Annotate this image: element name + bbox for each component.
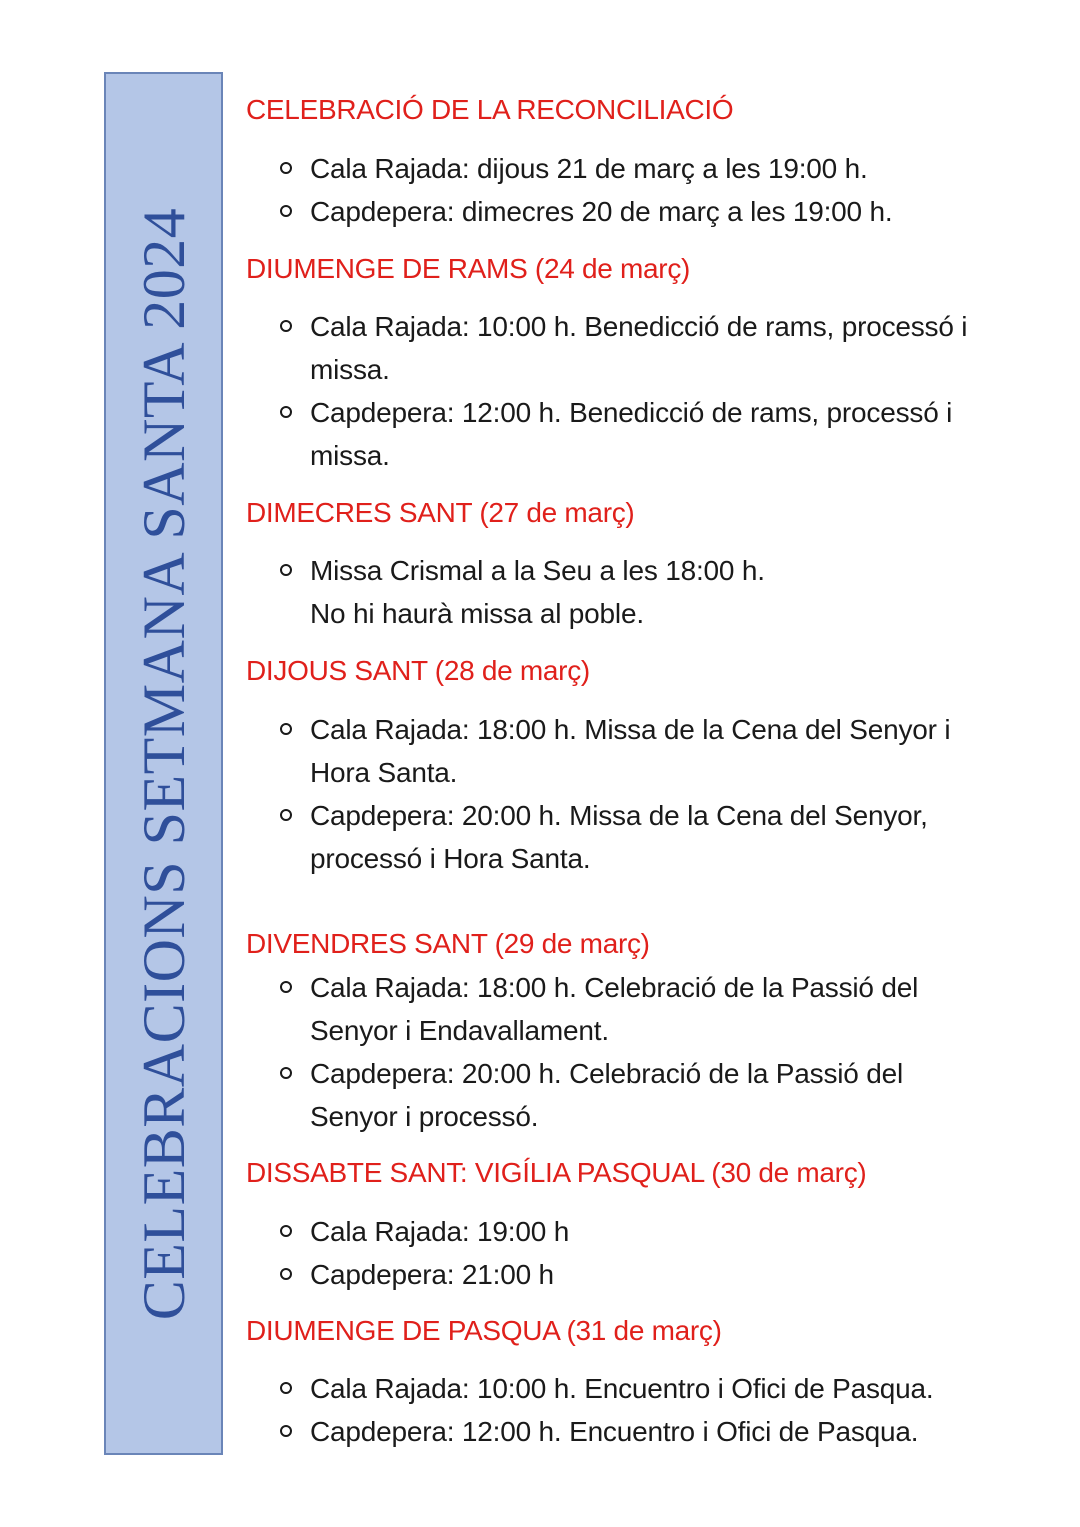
list-item xyxy=(276,549,1016,635)
list-item-text: Capdepera: dimecres 20 de març a les 19:00 h. xyxy=(310,196,893,227)
list-item xyxy=(276,1253,1016,1296)
list-item xyxy=(276,1410,1016,1453)
list-item xyxy=(276,794,1016,880)
list-item-text: Capdepera: 20:00 h. Missa de la Cena del Senyor, processó i Hora Santa. xyxy=(310,800,928,874)
banner-title: CELEBRACIONS SETMANA SANTA 2024 xyxy=(130,207,197,1320)
circle-bullet-icon xyxy=(280,564,292,576)
section-heading: DIMECRES SANT (27 de març) xyxy=(246,497,635,528)
list-item-text: Cala Rajada: dijous 21 de març a les 19:00 h. xyxy=(310,153,868,184)
circle-bullet-icon xyxy=(280,1067,292,1079)
list-item xyxy=(276,966,1016,1052)
list-item xyxy=(276,1367,1016,1410)
circle-bullet-icon xyxy=(280,320,292,332)
circle-bullet-icon xyxy=(280,162,292,174)
list-item-text: Cala Rajada: 10:00 h. Encuentro i Ofici de Pasqua. xyxy=(310,1373,934,1404)
circle-bullet-icon xyxy=(280,205,292,217)
list-item-text: Missa Crismal a la Seu a les 18:00 h. No hi haurà missa al poble. xyxy=(310,555,765,629)
section-heading: CELEBRACIÓ DE LA RECONCILIACIÓ xyxy=(246,94,734,125)
list-item xyxy=(276,1052,1016,1138)
circle-bullet-icon xyxy=(280,981,292,993)
circle-bullet-icon xyxy=(280,1425,292,1437)
list-item-text: Cala Rajada: 10:00 h. Benedicció de rams, processó i missa. xyxy=(310,311,968,385)
circle-bullet-icon xyxy=(280,1268,292,1280)
list-item xyxy=(276,190,1016,233)
circle-bullet-icon xyxy=(280,1225,292,1237)
section-heading: DIVENDRES SANT (29 de març) xyxy=(246,928,650,959)
section-heading: DIUMENGE DE PASQUA (31 de març) xyxy=(246,1315,722,1346)
list-item xyxy=(276,708,1016,794)
side-banner xyxy=(104,72,223,1455)
list-item xyxy=(276,147,1016,190)
list-item-text: Capdepera: 12:00 h. Encuentro i Ofici de Pasqua. xyxy=(310,1416,919,1447)
circle-bullet-icon xyxy=(280,809,292,821)
section-heading: DISSABTE SANT: VIGÍLIA PASQUAL (30 de març) xyxy=(246,1157,867,1188)
list-item xyxy=(276,1210,1016,1253)
circle-bullet-icon xyxy=(280,723,292,735)
list-item-text: Capdepera: 20:00 h. Celebració de la Passió del Senyor i processó. xyxy=(310,1058,903,1132)
circle-bullet-icon xyxy=(280,406,292,418)
section-heading: DIUMENGE DE RAMS (24 de març) xyxy=(246,253,691,284)
list-item xyxy=(276,391,1016,477)
list-item-text: Cala Rajada: 19:00 h xyxy=(310,1216,570,1247)
list-item-text: Cala Rajada: 18:00 h. Missa de la Cena del Senyor i Hora Santa. xyxy=(310,714,951,788)
list-item-text: Capdepera: 12:00 h. Benedicció de rams, processó i missa. xyxy=(310,397,953,471)
list-item xyxy=(276,305,1016,391)
section-heading: DIJOUS SANT (28 de març) xyxy=(246,655,590,686)
list-item-text: Capdepera: 21:00 h xyxy=(310,1259,554,1290)
list-item-text: Cala Rajada: 18:00 h. Celebració de la Passió del Senyor i Endavallament. xyxy=(310,972,919,1046)
circle-bullet-icon xyxy=(280,1382,292,1394)
